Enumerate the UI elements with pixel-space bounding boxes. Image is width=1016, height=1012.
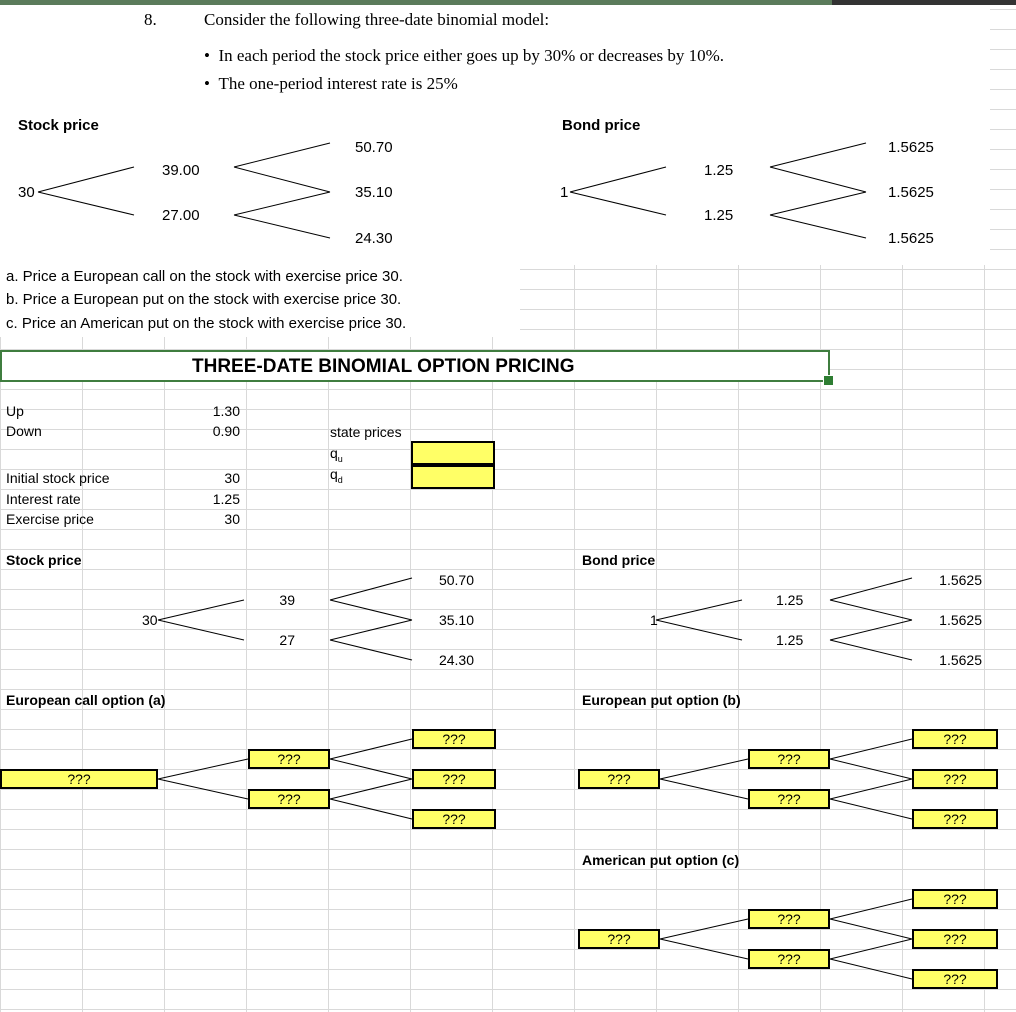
sheet-bond-b2-dd[interactable]: 1.5625	[939, 652, 982, 668]
bullet-1	[204, 46, 724, 66]
call-c2-uu-cell[interactable]: ???	[412, 729, 496, 749]
line	[158, 620, 244, 640]
sheet-stock-s0[interactable]: 30	[142, 612, 158, 628]
stock-s1-down: 27.00	[162, 207, 200, 224]
put-p2-ud-cell[interactable]: ???	[912, 769, 998, 789]
bullet-text: In each period the stock price either goes up by 30% or decreases by 10%.	[218, 46, 725, 65]
stock-s2-dd: 24.30	[355, 230, 393, 247]
bond-b2-ud: 1.5625	[888, 184, 934, 201]
american-a2-dd-cell[interactable]: ???	[912, 969, 998, 989]
line	[234, 167, 330, 192]
sheet-stock-s2-uu[interactable]: 50.70	[438, 572, 474, 588]
line	[660, 939, 748, 959]
stock-s2-ud: 35.10	[355, 184, 393, 201]
call-c0-cell[interactable]: ???	[0, 769, 158, 789]
sheet-bond-b2-ud[interactable]: 1.5625	[939, 612, 982, 628]
line	[38, 167, 134, 192]
stock-s0: 30	[18, 184, 35, 201]
up-label: Up	[6, 403, 24, 419]
line	[656, 620, 742, 640]
line	[830, 578, 912, 600]
sheet-title: THREE-DATE BINOMIAL OPTION PRICING	[192, 356, 575, 377]
bond-price-heading: Bond price	[562, 117, 641, 134]
call-c2-ud-cell[interactable]: ???	[412, 769, 496, 789]
question-c: c. Price an American put on the stock with exercise price 30.	[6, 315, 407, 332]
american-a1-up-cell[interactable]: ???	[748, 909, 830, 929]
qd-label: $q_d$	[330, 466, 343, 485]
interest-rate-value[interactable]: 1.25	[212, 491, 240, 507]
line	[570, 167, 666, 192]
stock-s2-uu: 50.70	[355, 139, 393, 156]
american-a1-down-cell[interactable]: ???	[748, 949, 830, 969]
put-p2-uu-cell[interactable]: ???	[912, 729, 998, 749]
call-heading: European call option (a)	[6, 692, 166, 708]
qd-input-cell[interactable]	[411, 465, 495, 489]
line	[770, 215, 866, 238]
line	[234, 215, 330, 238]
line	[830, 959, 912, 979]
qu-label: $q_u$	[330, 445, 343, 464]
sheet-bond-b1-down[interactable]: 1.25	[776, 632, 804, 648]
line	[830, 779, 912, 799]
line	[330, 640, 412, 660]
initial-price-value[interactable]: 30	[224, 470, 240, 486]
problem-intro: Consider the following three-date binomial model:	[204, 10, 550, 29]
american-a2-uu-cell[interactable]: ???	[912, 889, 998, 909]
line	[830, 600, 912, 620]
line	[660, 759, 748, 779]
sheet-bond-b1-up[interactable]: 1.25	[776, 592, 804, 608]
put-heading: European put option (b)	[582, 692, 741, 708]
line	[158, 759, 248, 779]
line	[770, 143, 866, 167]
bond-b1-up: 1.25	[704, 162, 734, 179]
down-label: Down	[6, 423, 42, 439]
line	[830, 899, 912, 919]
sheet-stock-s2-ud[interactable]: 35.10	[438, 612, 474, 628]
line	[38, 192, 134, 215]
american-heading: American put option (c)	[582, 852, 740, 868]
line	[570, 192, 666, 215]
sheet-stock-s1-down[interactable]: 27	[279, 632, 295, 648]
american-a2-ud-cell[interactable]: ???	[912, 929, 998, 949]
put-p0-cell[interactable]: ???	[578, 769, 660, 789]
problem-number: 8.	[144, 10, 157, 29]
call-c2-dd-cell[interactable]: ???	[412, 809, 496, 829]
call-c1-down-cell[interactable]: ???	[248, 789, 330, 809]
initial-price-label: Initial stock price	[6, 470, 110, 486]
line	[660, 779, 748, 799]
question-a: a. Price a European call on the stock with exercise price 30.	[6, 268, 403, 285]
line	[158, 779, 248, 799]
line	[330, 578, 412, 600]
up-value[interactable]: 1.30	[212, 403, 240, 419]
selection-handle[interactable]	[823, 375, 834, 386]
bond-b1-down: 1.25	[704, 207, 734, 224]
line	[234, 192, 330, 215]
line	[830, 759, 912, 779]
american-a0-cell[interactable]: ???	[578, 929, 660, 949]
exercise-price-label: Exercise price	[6, 511, 94, 527]
call-c1-up-cell[interactable]: ???	[248, 749, 330, 769]
stock-price-heading: Stock price	[18, 117, 99, 134]
line	[330, 799, 412, 819]
line	[330, 600, 412, 620]
line	[830, 939, 912, 959]
bullet-icon: •	[204, 74, 219, 93]
line	[234, 143, 330, 167]
line	[330, 620, 412, 640]
bullet-2	[204, 74, 458, 94]
line	[330, 779, 412, 799]
line	[830, 739, 912, 759]
sheet-stock-heading: Stock price	[6, 552, 82, 568]
exercise-price-value[interactable]: 30	[224, 511, 240, 527]
bond-b2-dd: 1.5625	[888, 230, 934, 247]
sheet-bond-b2-uu[interactable]: 1.5625	[939, 572, 982, 588]
put-p2-dd-cell[interactable]: ???	[912, 809, 998, 829]
line	[830, 919, 912, 939]
line	[830, 620, 912, 640]
line	[770, 167, 866, 192]
bond-b2-uu: 1.5625	[888, 139, 934, 156]
line	[770, 192, 866, 215]
put-p1-down-cell[interactable]: ???	[748, 789, 830, 809]
state-prices-label: state prices	[330, 424, 402, 440]
stock-s1-up: 39.00	[162, 162, 200, 179]
line	[656, 600, 742, 620]
bullet-text: The one-period interest rate is 25%	[218, 74, 458, 93]
line	[830, 799, 912, 819]
line	[330, 739, 412, 759]
sheet-bond-heading: Bond price	[582, 552, 656, 568]
sheet-stock-s1-up[interactable]: 39	[279, 592, 295, 608]
line	[330, 759, 412, 779]
line	[660, 919, 748, 939]
sheet-stock-s2-dd[interactable]: 24.30	[438, 652, 474, 668]
put-p1-up-cell[interactable]: ???	[748, 749, 830, 769]
interest-rate-label: Interest rate	[6, 491, 81, 507]
question-b: b. Price a European put on the stock with exercise price 30.	[6, 291, 402, 308]
down-value[interactable]: 0.90	[212, 423, 240, 439]
line	[830, 640, 912, 660]
sheet-bond-b0[interactable]: 1	[650, 612, 658, 628]
qu-input-cell[interactable]	[411, 441, 495, 465]
bond-b0: 1	[560, 184, 569, 201]
bullet-icon: •	[204, 46, 219, 65]
line	[158, 600, 244, 620]
